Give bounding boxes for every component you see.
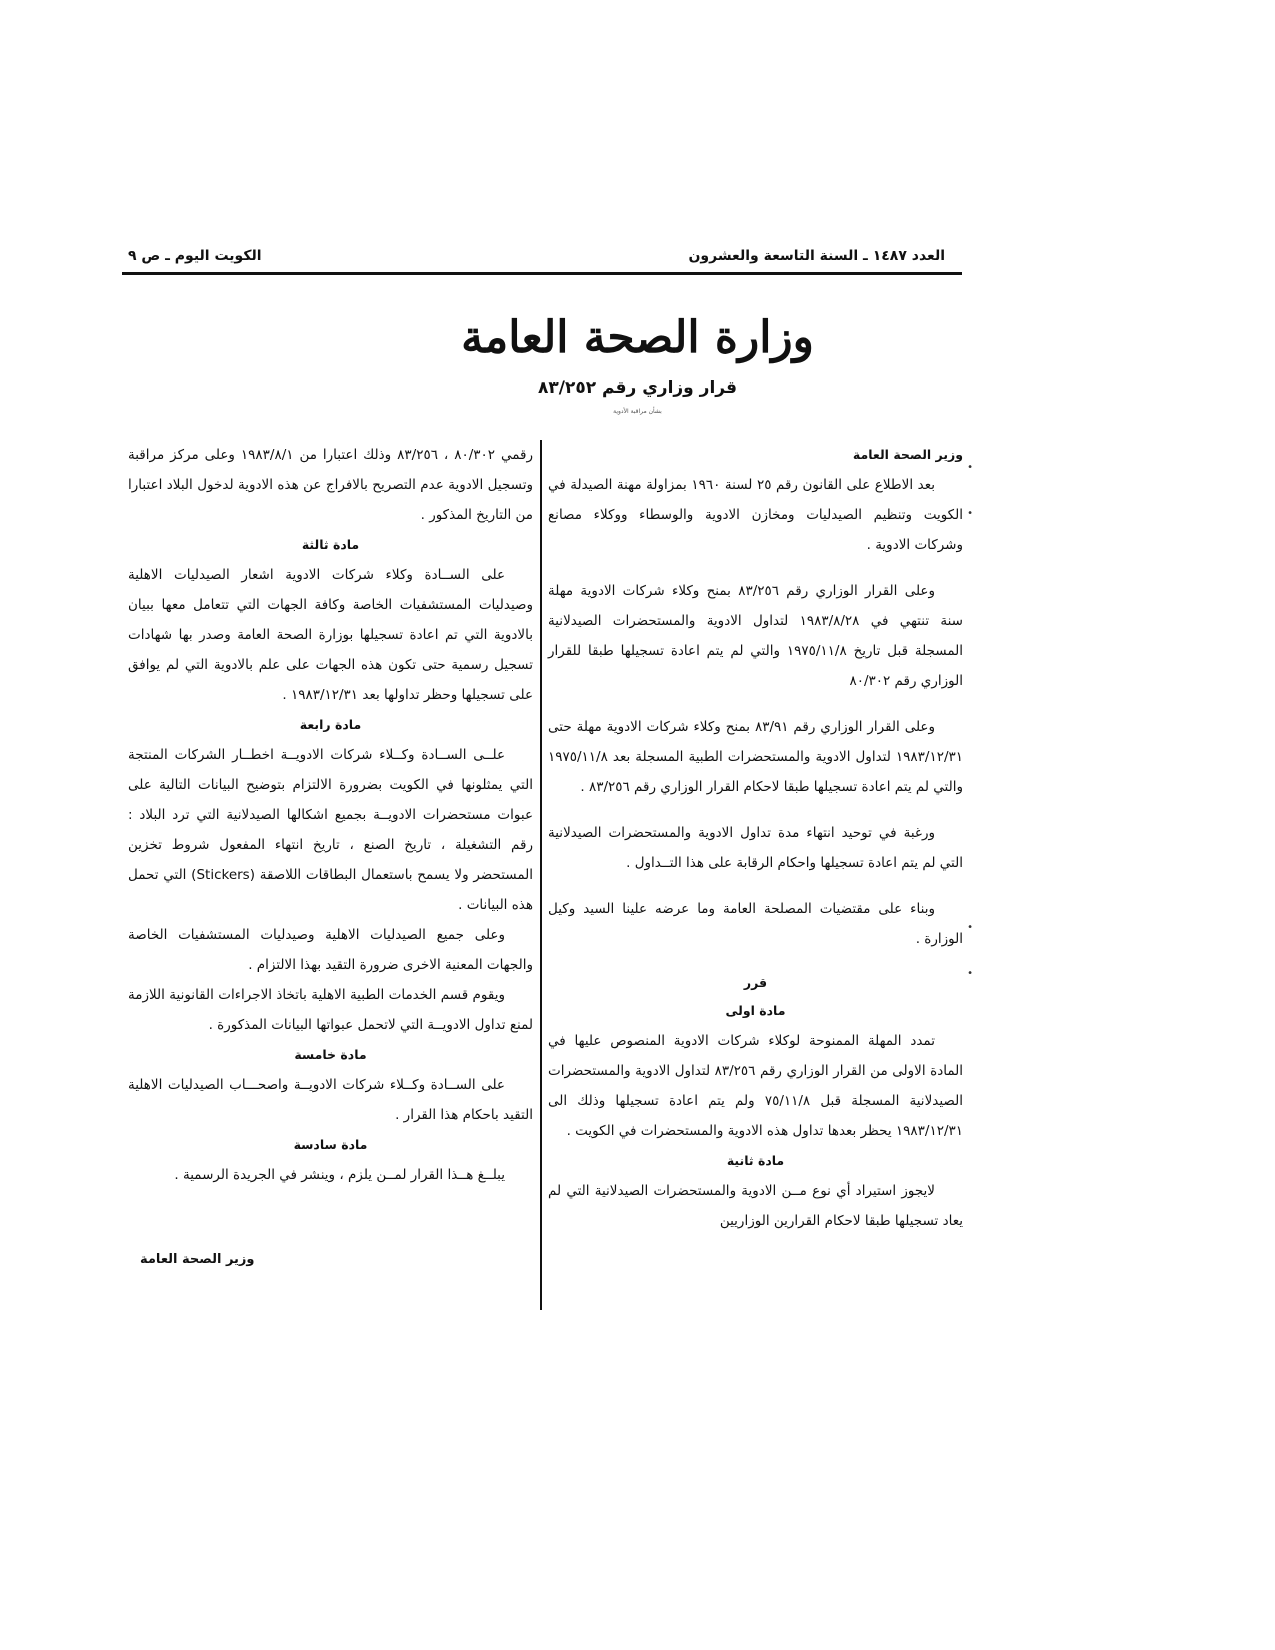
article-2-text: لايجوز استيراد أي نوع مــن الادوية والمستحضرات الصيدلانية التي لم يعاد تسجيلها طبقا لاحكام القرارين الوزاريين [548, 1183, 963, 1229]
article-4-paragraph: وعلى جميع الصيدليات الاهلية وصيدليات المستشفيات الخاصة والجهات المعنية الاخرى ضرورة التقيد بهذا الالتزام . [128, 927, 533, 973]
minister-heading: وزير الصحة العامة [852, 447, 963, 462]
article-6-heading: مادة سادسة [293, 1137, 368, 1152]
preamble-paragraph: وعلى القرار الوزاري رقم ٨٣/٩١ بمنح وكلاء شركات الادوية مهلة حتى ١٩٨٣/١٢/٣١ لتداول الادوية والمستحضرات الطبية المسجلة بعد ١٩٧٥/١١/٨ والتي لم يتم اعادة تسجيلها طبقا لاحكام القرار الوزاري رقم ٨٣/٢٥٦ . [548, 719, 963, 795]
continuation-paragraph: رقمي ٨٠/٣٠٢ ، ٨٣/٢٥٦ وذلك اعتبارا من ١٩٨٣/٨/١ وعلى مركز مراقبة وتسجيل الادوية عدم التصريح بالافراج عن هذه الادوية لدخول البلاد اعتبارا من التاريخ المذكور . [128, 447, 534, 523]
margin-mark: • [967, 508, 973, 519]
decree-title: قرار وزاري رقم ٨٣/٢٥٢ [538, 378, 737, 398]
page-header: الكويت اليوم ـ ص ٩ [128, 248, 262, 264]
preamble-paragraph: وبناء على مقتضيات المصلحة العامة وما عرضه علينا السيد وكيل الوزارة . [548, 901, 963, 947]
article-5-text: على الســادة وكــلاء شركات الادويــة واصحـــاب الصيدليات الاهلية التقيد باحكام هذا القرار . [128, 1077, 533, 1123]
margin-mark: • [967, 462, 973, 473]
article-5-heading: مادة خامسة [294, 1047, 367, 1062]
decided-heading: قرر [743, 975, 768, 990]
issue-header: العدد ١٤٨٧ ـ السنة التاسعة والعشرون [688, 248, 945, 264]
article-4-text: علــى الســادة وكــلاء شركات الادويــة اخطــار الشركات المنتجة التي يمثلونها في الكويت بضرورة الالتزام بتوضيح البيانات التالية على عبوات مستحضرات الادويــة بجميع اشكالها الصيدلانية التي ترد البلاد : رقم التشغيلة ، تاريخ الصنع ، تاريخ انتهاء المفعول شروط تخزين المستحضر ولا يسمح باستعمال البطاقات اللاصقة (Stickers) التي تحمل هذه البيانات . [128, 747, 533, 913]
ministry-title: وزارة الصحة العامة [461, 312, 814, 363]
right-column [548, 440, 963, 1236]
article-4-paragraph: ويقوم قسم الخدمات الطبية الاهلية باتخاذ الاجراءات القانونية اللازمة لمنع تداول الادويــة التي لاتحمل عبواتها البيانات المذكورة . [128, 987, 533, 1033]
decree-subtitle: بشأن مراقبة الأدوية [613, 408, 662, 415]
article-4-heading: مادة رابعة [299, 717, 362, 732]
margin-mark: • [967, 968, 973, 979]
article-3-heading: مادة ثالثة [301, 537, 360, 552]
preamble-paragraph: ورغبة في توحيد انتهاء مدة تداول الادوية والمستحضرات الصيدلانية التي لم يتم اعادة تسجيلها واحكام الرقابة على هذا التــداول . [548, 825, 963, 871]
minister-signature: وزير الصحة العامة [140, 1252, 255, 1267]
article-2-heading: مادة ثانية [726, 1153, 785, 1168]
left-column [128, 440, 533, 1190]
header-rule [122, 272, 962, 275]
preamble-paragraph: بعد الاطلاع على القانون رقم ٢٥ لسنة ١٩٦٠ بمزاولة مهنة الصيدلة في الكويت وتنظيم الصيدليات ومخازن الادوية والوسطاء ووكلاء مصانع وشركات الادوية . [548, 477, 963, 553]
preamble-paragraph: وعلى القرار الوزاري رقم ٨٣/٢٥٦ بمنح وكلاء شركات الادوية مهلة سنة تنتهي في ١٩٨٣/٨/٢٨ لتداول الادوية والمستحضرات الصيدلانية المسجلة قبل تاريخ ١٩٧٥/١١/٨ والتي لم يتم اعادة تسجيلها طبقا للقرار الوزاري رقم ٨٠/٣٠٢ [548, 583, 964, 689]
article-1-text: تمدد المهلة الممنوحة لوكلاء شركات الادوية المنصوص عليها في المادة الاولى من القرار الوزاري رقم ٨٣/٢٥٦ لتداول الادوية والمستحضرات الصيدلانية المسجلة قبل ٧٥/١١/٨ ولم يتم اعادة تسجيلها وذلك الى ١٩٨٣/١٢/٣١ يحظر بعدها تداول هذه الادوية والمستحضرات في الكويت . [548, 1033, 963, 1139]
article-1-heading: مادة اولى [725, 1003, 786, 1018]
article-3-text: على الســادة وكلاء شركات الادوية اشعار الصيدليات الاهلية وصيدليات المستشفيات الخاصة وكافة الجهات التي تتعامل معها ببيان بالادوية التي تم اعادة تسجيلها بوزارة الصحة العامة وصدر بها شهادات تسجيل رسمية حتى تكون هذه الجهات على علم بالادوية التي لم يوافق على تسجيلها وحظر تداولها بعد ١٩٨٣/١٢/٣١ . [128, 567, 533, 703]
margin-mark: • [967, 922, 973, 933]
column-divider [540, 440, 542, 1310]
article-6-text: يبلــغ هــذا القرار لمــن يلزم ، وينشر في الجريدة الرسمية . [174, 1167, 505, 1183]
